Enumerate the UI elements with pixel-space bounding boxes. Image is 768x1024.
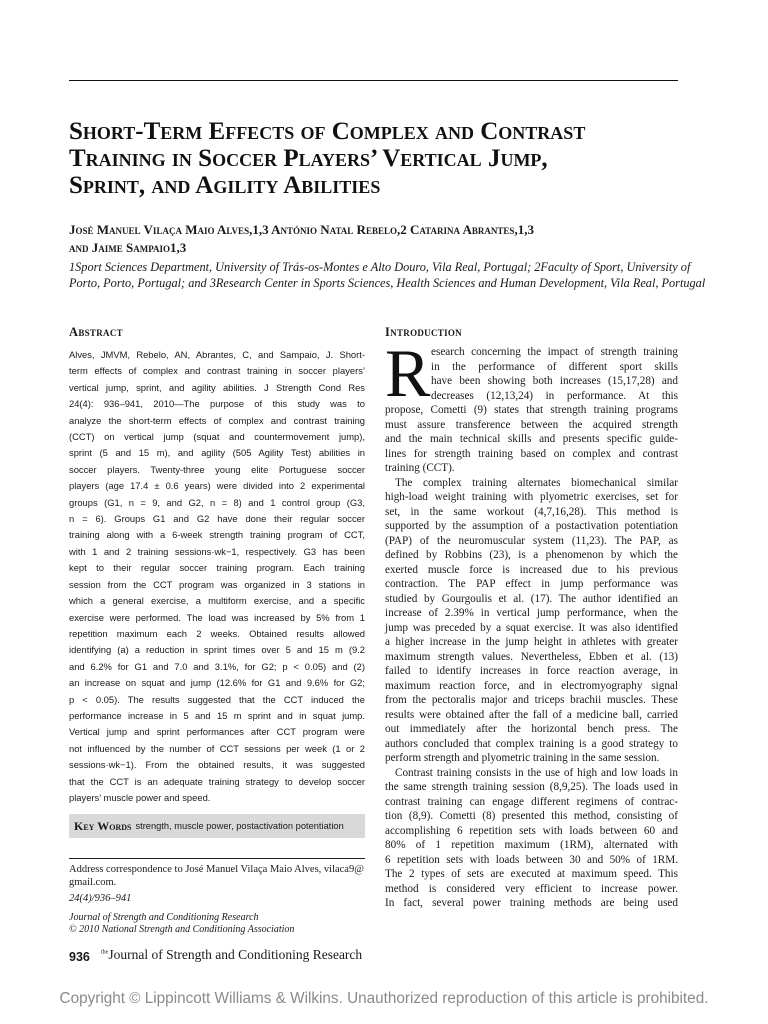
- intro-line: authors concluded that complex training is a good strategy to: [385, 737, 678, 750]
- top-rule: [69, 80, 678, 81]
- abstract-line: performance increase in 5 and 15 m sprint and in squat jump.: [69, 709, 365, 721]
- intro-line: Contrast training consists in the use of high and low loads in: [395, 766, 678, 779]
- intro-line: high-load weight training with plyometric exercises, set for: [385, 491, 678, 503]
- intro-line: propose, Cometti (9) states that strength training programs: [385, 404, 678, 416]
- abstract-text: [69, 347, 365, 806]
- volume-info: 24(4)/936–941: [69, 893, 132, 904]
- footer-journal-name: [101, 947, 362, 963]
- intro-line: a higher increase in the jump height in athletes with greater: [385, 636, 678, 648]
- drop-cap-letter: R: [385, 335, 431, 411]
- intro-line: the same strength training session (8,9,25). The loads used in: [385, 781, 678, 793]
- key-words-text: strength, muscle power, postactivation potentiation: [135, 821, 344, 831]
- correspondence-note: [69, 863, 365, 889]
- intro-line: out immediately after the horizontal bench press. The: [385, 723, 678, 735]
- intro-line: accomplishing 6 repetition sets with loads between 60 and: [385, 824, 678, 837]
- abstract-line: which a general exercise, a multiform exercise, and a specific: [69, 595, 365, 607]
- abstract-line: not influenced by the number of CCT sessions per week (1 or 2: [69, 742, 365, 754]
- intro-line: studied by Gourgoulis et al. (17). The author identified an: [385, 592, 678, 605]
- copyright-notice: Copyright © Lippincott Williams & Wilkins. Unauthorized reproduction of this article is prohibited.: [59, 990, 709, 1007]
- intro-line: from the pectoralis major and triceps brachii muscles. These: [385, 694, 678, 706]
- intro-line: set, in the same workout (4,7,16,28). This method is: [385, 505, 678, 518]
- title-line: Training in Soccer Players’ Vertical Jump,: [69, 145, 548, 172]
- abstract-line: groups (G1, n = 9, and G2, n = 8) and 1 control group (G3,: [69, 496, 365, 508]
- abstract-line: that the CCT is an adequate training strategy to develop soccer: [69, 775, 365, 787]
- intro-line: maximum strength values. Nevertheless, Ebben et al. (13): [385, 650, 678, 663]
- abstract-line: and 6.2% for G1 and 7.0 and 3.1%, for G2; p < 0.05) and (2): [69, 660, 365, 672]
- intro-line: and the main technical skills and presents specific guide-: [385, 433, 678, 445]
- introduction-text: [385, 345, 678, 911]
- correspondence-line: Address correspondence to José Manuel Vilaça Maio Alves, vilaca9@: [69, 864, 364, 875]
- affiliation-line: 1Sport Sciences Department, University of Trás-os-Montes e Alto Douro, Vila Real, Portugal; 2Faculty of Sport, University of: [69, 260, 691, 274]
- author-list: [69, 221, 684, 257]
- intro-line: contraction. The PAP effect in jump performance was: [385, 578, 678, 590]
- abstract-line: an increase on squat and jump (12.6% for G1 and 9.6% for G2;: [69, 677, 365, 689]
- intro-line: (PAP) of the neuromuscular system (11,23). The PAP, as: [385, 534, 678, 547]
- abstract-heading: Abstract: [69, 325, 123, 339]
- abstract-line: vertical jump, sprint, and agility abilities. J Strength Cond Res: [69, 381, 365, 393]
- footer-journal-mark: the: [101, 949, 109, 956]
- key-words-label: Key Words: [74, 818, 132, 833]
- abstract-line: Alves, JMVM, Rebelo, AN, Abrantes, C, and Sampaio, J. Short-: [69, 349, 365, 360]
- intro-line: esearch concerning the impact of strength training: [431, 346, 678, 358]
- intro-line: have been showing both increases (15,17,28) and: [431, 375, 678, 387]
- intro-line: failed to identify increases in force reaction average, in: [385, 665, 678, 677]
- title-line: Short-Term Effects of Complex and Contrast: [69, 118, 586, 145]
- intro-line: training (CCT).: [385, 462, 455, 474]
- abstract-line: training along with a 6-week strength training program of CCT,: [69, 529, 365, 541]
- abstract-line: with 1 and 2 training sessions·wk−1, respectively. G3 has been: [69, 545, 365, 557]
- authors-line: José Manuel Vilaça Maio Alves,1,3 António Natal Rebelo,2 Catarina Abrantes,1,3: [69, 222, 534, 237]
- intro-line: supported by the assumption of a postactivation potentiation: [385, 520, 678, 532]
- intro-line: In fact, several power training methods are being used: [385, 897, 678, 909]
- footer-journal-text: Journal of Strength and Conditioning Research: [108, 947, 363, 962]
- intro-line: maximum reaction force, and in electromyography signal: [385, 679, 678, 692]
- article-title: [69, 118, 689, 199]
- abstract-line: (CCT) on vertical jump (squat and countermovement jump),: [69, 431, 365, 443]
- journal-line: Journal of Strength and Conditioning Research: [69, 912, 259, 923]
- intro-line: tion (8,9). Cometti (8) presented this method, consisting of: [385, 810, 678, 822]
- intro-line: results were obtained after the fall of a medicine ball, carried: [385, 708, 678, 721]
- authors-line: and Jaime Sampaio1,3: [69, 240, 187, 255]
- abstract-line: players (age 17.4 ± 0.6 years) were divided into 2 experimental: [69, 480, 365, 492]
- page-number: 936: [69, 950, 90, 964]
- journal-citation: [69, 912, 365, 936]
- abstract-line: sprint (5 and 15 m), and agility (505 Agility Test) abilities in: [69, 447, 365, 459]
- abstract-line: players’ muscle power and speed.: [69, 791, 211, 803]
- intro-line: in the performance of different sport skills: [431, 360, 678, 373]
- abstract-line: soccer players. Twenty-three young elite Portuguese soccer: [69, 463, 365, 475]
- abstract-line: n = 6). Groups G1 and G2 have done their regular soccer: [69, 513, 365, 525]
- intro-line: exerted muscle force is increased due to his previous: [385, 563, 678, 576]
- intro-line: contrast training can engage different regimens of contrac-: [385, 795, 678, 808]
- abstract-line: session from the CCT program was organized in 3 stations in: [69, 578, 365, 590]
- journal-line: © 2010 National Strength and Conditioning Association: [69, 924, 295, 935]
- abstract-line: analyze the short-term effects of complex and contrast training: [69, 414, 365, 426]
- abstract-line: kept to their regular soccer training program. Each training: [69, 562, 365, 574]
- intro-line: lines for strength training based on complex and contrast: [385, 447, 678, 460]
- footnote-rule: [69, 858, 365, 859]
- intro-line: perform strength and plyometric training in the same session.: [385, 752, 660, 764]
- correspondence-line: gmail.com.: [69, 877, 117, 888]
- intro-line: method is considered very efficient to increase power.: [385, 882, 678, 895]
- abstract-line: term effects of complex and contrast training in soccer players’: [69, 365, 365, 377]
- abstract-line: identifying (a) a reduction in sprint times over 5 and 15 m (9.2: [69, 644, 365, 656]
- introduction-heading: Introduction: [385, 325, 462, 339]
- abstract-line: p < 0.05). The results suggested that the CCT induced the: [69, 693, 365, 705]
- affiliations: [69, 259, 706, 291]
- intro-line: The 2 types of sets are executed at maximum speed. This: [385, 868, 678, 880]
- intro-line: jump was preceded by a squat exercise. It was also identified: [385, 621, 678, 634]
- title-line: Sprint, and Agility Abilities: [69, 172, 381, 199]
- intro-line: defined by Robbins (23), is a phenomenon by which the: [385, 549, 678, 561]
- intro-line: 6 repetition sets with loads between 30 and 50% of 1RM.: [385, 853, 678, 866]
- abstract-line: sessions·wk−1). From the obtained results, it was suggested: [69, 759, 365, 771]
- abstract-line: repetition maximum each 2 weeks. Obtained results allowed: [69, 627, 365, 639]
- intro-line: decreases (12,13,24) in performance. At this: [431, 389, 678, 402]
- intro-line: must assure transference between the acquired strength: [385, 418, 678, 431]
- intro-line: 80% of 1 repetition maximum (1RM), alternated with: [385, 839, 678, 851]
- abstract-line: Vertical jump and sprint performances after CCT program were: [69, 726, 365, 738]
- abstract-line: 24(4): 936–941, 2010—The purpose of this study was to: [69, 398, 365, 410]
- intro-line: The complex training alternates biomechanical similar: [395, 476, 678, 489]
- key-words-box: [69, 814, 365, 838]
- abstract-line: exercise were performed. The load was increased by 5% from 1: [69, 611, 365, 623]
- affiliation-line: Porto, Porto, Portugal; and 3Research Center in Sports Sciences, Health Sciences and Human Development, Vila Real, Portugal: [69, 276, 706, 290]
- intro-line: increase of 2.39% in vertical jump performance, when the: [385, 607, 678, 619]
